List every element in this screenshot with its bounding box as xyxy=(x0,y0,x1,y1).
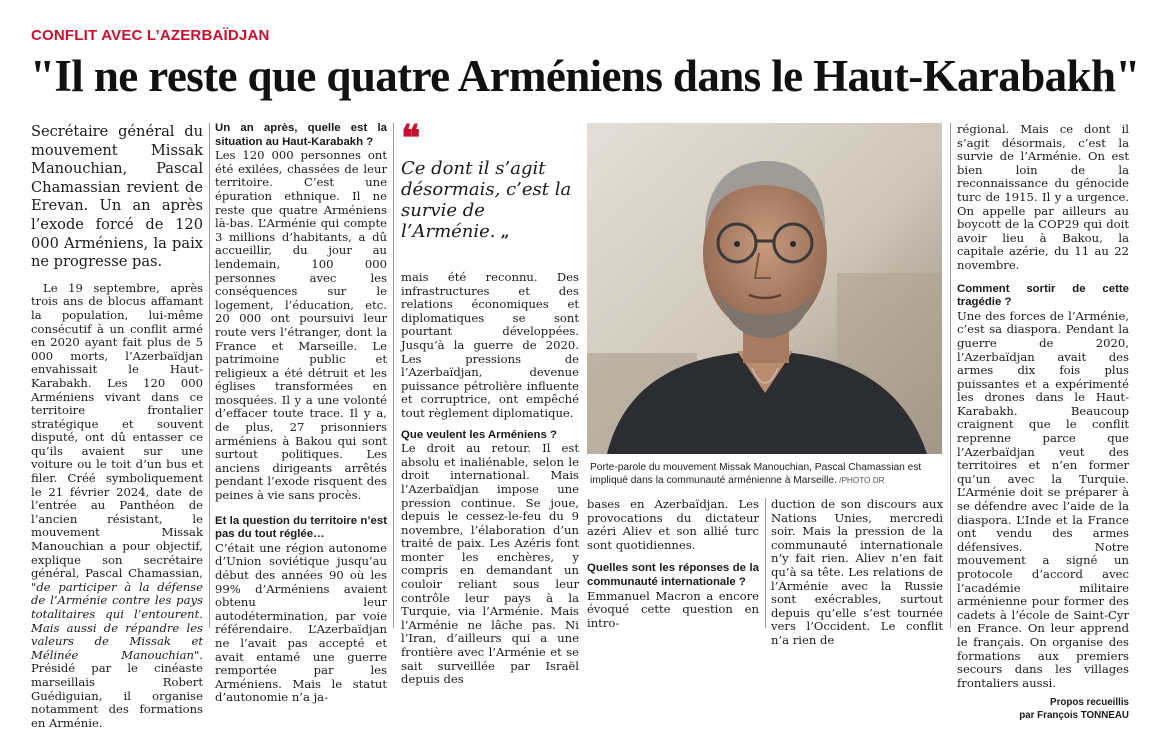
question-5: Comment sortir de cette tragédie ? xyxy=(957,282,1129,309)
byline-line-1: Propos recueillis xyxy=(1050,697,1129,709)
intro-paragraph xyxy=(31,282,203,730)
intro-text-b: ". Présidé par le cinéaste marseillais Robert Guédiguian, il organise notamment des formations en Arménie. xyxy=(31,647,203,730)
question-1: Un an après, quelle est la situation au Haut-Karabakh ? xyxy=(215,122,387,148)
answer-2: C’était une région autonome d’Union soviétique jusqu’au début des années 90 où les 99% d’Arméniens avaient obtenu leur autodétermination, par voie référendaire. L’Azerbaïdjan ne l’avait pas accepté et avait entamé une guerre remportée par les Arméniens. Mais le statut d’autonomie n’a ja- xyxy=(215,540,387,705)
column-3 xyxy=(401,271,579,687)
answer-3: Le droit au retour. Il est absolu et inaliénable, selon le droit international. Mais l’Azerbaïdjan impose une pression continue. Se joue, depuis le cessez-le-feu du 9 novembre, l’élaboration d’un traité de paix. Les Azéris font monter les enchères, y compris en demandant un couloir reliant sous leur contrôle leur pays à la Turquie, via l’Arménie. Mais l’Arménie ne lâche pas. Ni l’Iran, d’ailleurs qui a une frontière avec l’Arménie et se sait surveillée par Israël depuis des xyxy=(401,441,579,687)
quote-end-icon: „ xyxy=(495,223,510,241)
answer-5: Une des forces de l’Arménie, c’est sa diaspora. Pendant la guerre de 2020, l’Azerbaïdjan avait des armes dix fois plus puissantes et a expérimenté les drones dans le Haut-Karabakh. Beaucoup craignent que le conflit reprenne parce que l’Azerbaïdjan veut des territoires et n’en former qu’un avec la Turquie. L’Arménie doit se préparer à se défendre avec l’aide de la diaspora. L’Inde et la France ont vendu des armes défensives. Notre mouvement a signé un protocole d’accord avec l’académie militaire arménienne pour former des cadets à l’école de Saint-Cyr en France. On leur apprend le français. On organise des formations aux premiers secours dans les villages frontaliers aussi. xyxy=(957,308,1129,690)
pull-quote xyxy=(401,158,581,243)
photo-caption xyxy=(590,461,942,487)
answer-4: Emmanuel Macron a encore évoqué cette question en intro- xyxy=(587,588,759,630)
answer-4-continued: duction de son discours aux Nations Unies, mercredi soir. Mais la pression de la communauté internationale n’y fait rien. Aliev n’en fait qu’à sa tête. Les relations de l’Arménie avec la Russie sont exécrables, surtout depuis qu’elle s’est tournée vers l’Occident. Le conflit n’a rien de xyxy=(771,497,943,647)
question-4: Quelles sont les réponses de la communauté internationale ? xyxy=(587,562,759,588)
answer-2-continued: mais été reconnu. Des infrastructures et des relations économiques et diplomatiques se sont pourtant développées. Jusqu’à la guerre de 2020. Les pressions de l’Azerbaïdjan, devenue puissance pétrolière influente et corruptrice, ont empêché tout règlement diplomatique. xyxy=(401,270,579,420)
chapeau: Secrétaire général du mouvement Missak Manouchian, Pascal Chamassian revient de Erevan. Un an après l’exode forcé de 120 000 Arméniens, la paix ne progresse pas. xyxy=(31,123,203,271)
column-2 xyxy=(215,122,387,705)
column-rule xyxy=(950,123,951,628)
column-rule xyxy=(393,123,394,628)
pull-quote-text: Ce dont il s’agit désormais, c’est la survie de l’Arménie. xyxy=(401,158,572,242)
intro-text-a: Le 19 septembre, après trois ans de blocus affamant la population, lui-même consécutif à un conflit armé en 2020 ayant fait plus de 5 000 morts, l’Azerbaïdjan envahissait le Haut-Karabakh. Les 120 000 Arméniens vivant dans ce territoire frontalier stratégique et souvent disputé, ont dû entasser ce qu’ils avaient sur une voiture ou le toit d’un bus et filer. Créé symboliquement le 21 février 2024, date de l’entrée au Panthéon de l’ancien résistant, le mouvement Missak Manouchian a pour objectif, explique son secrétaire général, Pascal Chamassian, " xyxy=(31,280,203,594)
photo-credit: /PHOTO DR xyxy=(836,476,885,485)
quote-mark-icon: ❝ xyxy=(401,117,421,159)
byline-line-2: par François TONNEAU xyxy=(1019,710,1129,722)
intro-quote: de participer à la défense de l’Arménie contre les pays totalitaires qui l’entourent. Mais aussi de répandre les valeurs de Missak et Mélinée Manouchian xyxy=(31,579,203,662)
caption-text: Porte-parole du mouvement Missak Manouchian, Pascal Chamassian est impliqué dans la communauté arménienne à Marseille. xyxy=(590,462,922,486)
answer-4-end: régional. Mais ce dont il s’agit désormais, c’est la survie de l’Arménie. On est bien loin de la reconnaissance du génocide turc de 1915. Il y a urgence. On appelle par ailleurs au boycott de la COP29 qui doit avoir lieu à Bakou, la capitale azérie, du 11 au 22 novembre. xyxy=(957,122,1129,272)
answer-1: Les 120 000 personnes ont été exilées, chassées de leur territoire. C’est une épuration ethnique. Il ne reste que quatre Arméniens là-bas. L’Arménie qui compte 3 millions d’habitants, a dû accueillir, du jour au lendemain, 100 000 personnes avec les conséquences sur le logement, l’éducation, etc. 20 000 ont poursuivi leur route vers l’étranger, dont la France et Marseille. Le patrimoine public et religieux a été détruit et les églises transformées en mosquées. Il y a une volonté d’effacer toute trace. Il y a, de plus, 27 prisonniers arméniens à Bakou qui sont surtout politiques. Les anciens dirigeants arrêtés pendant l’exode risquent des peines à vie sans procès. xyxy=(215,148,387,503)
headline: "Il ne reste que quatre Arméniens dans le Haut-Karabakh" xyxy=(30,51,1140,101)
column-rule xyxy=(209,123,210,628)
column-4 xyxy=(587,498,759,630)
portrait-photo xyxy=(587,123,942,454)
byline xyxy=(957,696,1129,722)
column-rule xyxy=(765,498,766,628)
column-6 xyxy=(957,123,1129,722)
kicker: CONFLIT AVEC L’AZERBAÏDJAN xyxy=(31,27,270,44)
column-5 xyxy=(771,498,943,648)
question-3: Que veulent les Arméniens ? xyxy=(401,428,557,441)
answer-3-continued: bases en Azerbaïdjan. Les provocations du dictateur azéri Aliev et son allié turc sont quotidiennes. xyxy=(587,497,759,552)
question-2: Et la question du territoire n’est pas du tout réglée… xyxy=(215,514,387,541)
